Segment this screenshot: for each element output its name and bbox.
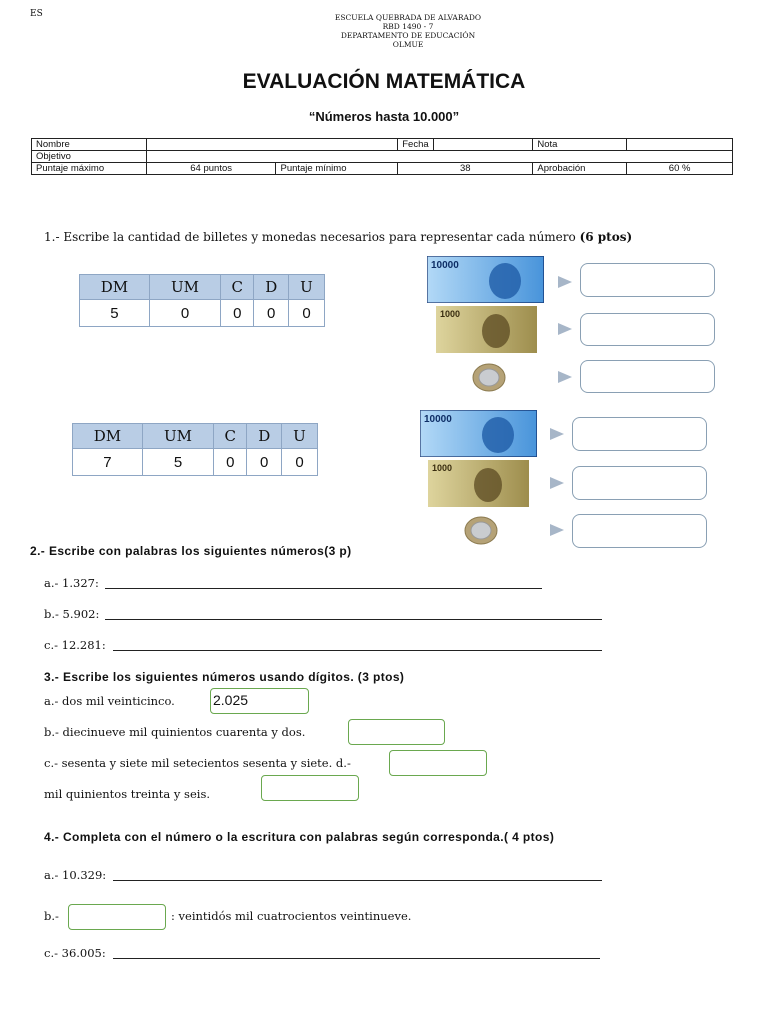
answer-box-1000-a[interactable]: [580, 313, 715, 346]
arrow-icon: [558, 323, 572, 335]
q3-answer-d[interactable]: [261, 775, 359, 801]
bill-1000-label: 1000: [440, 309, 461, 319]
q2-item-a: a.- 1.327:: [44, 576, 99, 590]
answer-box-10000-b[interactable]: [572, 417, 707, 451]
answer-box-10000-a[interactable]: [580, 263, 715, 297]
q3-item-c: c.- sesenta y siete mil setecientos sesenta y siete. d.-: [44, 756, 351, 770]
label-fecha: Fecha: [398, 139, 433, 151]
pv2-digit-d: 0: [247, 449, 282, 476]
pv2-header-um: UM: [142, 424, 213, 449]
q4-item-b: : veintidós mil cuatrocientos veintinueve.: [171, 909, 412, 923]
pv2-digit-dm: 7: [73, 449, 143, 476]
pv2-header-u: U: [281, 424, 317, 449]
value-puntaje-maximo: 64 puntos: [146, 163, 276, 175]
pv1-header-c: C: [221, 275, 254, 300]
place-value-table-2: [72, 423, 318, 476]
pv2-digit-c: 0: [214, 449, 247, 476]
q2-answer-line-a[interactable]: [105, 576, 542, 589]
value-aprobacion: 60 %: [627, 163, 733, 175]
pv2-header-c: C: [214, 424, 247, 449]
answer-box-coin-b[interactable]: [572, 514, 707, 548]
label-objetivo: Objetivo: [32, 151, 147, 163]
pv1-header-u: U: [288, 275, 324, 300]
arrow-icon: [550, 524, 564, 536]
page-title: EVALUACIÓN MATEMÁTICA: [242, 70, 526, 93]
q3-heading: 3.- Escribe los siguientes números usando dígitos. (3 ptos): [44, 670, 405, 684]
pv1-digit-c: 0: [221, 300, 254, 327]
school-name: ESCUELA QUEBRADA DE ALVARADO: [334, 13, 482, 22]
q3-item-b: b.- diecinueve mil quinientos cuarenta y dos.: [44, 725, 306, 739]
q4-item-c: c.- 36.005:: [44, 946, 106, 960]
q3-answer-c[interactable]: [389, 750, 487, 776]
pv1-header-um: UM: [149, 275, 220, 300]
field-fecha[interactable]: [433, 139, 533, 151]
q4-heading: 4.- Completa con el número o la escritura con palabras según corresponda.( 4 ptos): [44, 830, 555, 844]
q4-item-b-prefix: b.-: [44, 909, 59, 923]
school-header: [240, 13, 576, 49]
bill-10000-label: 10000: [424, 414, 452, 425]
label-puntaje-maximo: Puntaje máximo: [32, 163, 147, 175]
q3-answer-b[interactable]: [348, 719, 445, 745]
arrow-icon: [558, 276, 572, 288]
label-aprobacion: Aprobación: [533, 163, 627, 175]
q2-answer-line-c[interactable]: [113, 638, 602, 651]
q2-heading: 2.- Escribe con palabras los siguientes números(3 p): [30, 544, 352, 558]
pv1-digit-dm: 5: [80, 300, 150, 327]
arrow-icon: [550, 428, 564, 440]
field-objetivo[interactable]: [146, 151, 732, 163]
q1-instruction: [44, 230, 632, 244]
bill-1000-icon: [436, 306, 537, 353]
field-nota[interactable]: [627, 139, 733, 151]
label-nombre: Nombre: [32, 139, 147, 151]
bill-10000-label: 10000: [431, 260, 459, 271]
coin-icon: [472, 363, 506, 392]
q3-item-d: mil quinientos treinta y seis.: [44, 787, 210, 801]
q3-answer-a[interactable]: 2.025: [210, 688, 309, 714]
pv1-digit-u: 0: [288, 300, 324, 327]
pv2-digit-um: 5: [142, 449, 213, 476]
bill-1000-icon: [428, 460, 529, 507]
info-table: [31, 138, 733, 175]
value-puntaje-minimo: 38: [398, 163, 533, 175]
q1-points: (6 ptos): [579, 230, 633, 244]
place-value-table-1: [79, 274, 325, 327]
q2-item-b: b.- 5.902:: [44, 607, 100, 621]
pv2-header-dm: DM: [73, 424, 143, 449]
corner-label: ES: [30, 9, 43, 19]
bill-10000-icon: [420, 410, 537, 457]
pv1-header-dm: DM: [80, 275, 150, 300]
school-rbd: RBD 1490 - 7: [382, 22, 434, 31]
label-nota: Nota: [533, 139, 627, 151]
pv1-header-d: D: [254, 275, 289, 300]
arrow-icon: [558, 371, 572, 383]
answer-box-coin-a[interactable]: [580, 360, 715, 393]
q4-item-a: a.- 10.329:: [44, 868, 107, 882]
coin-icon: [464, 516, 498, 545]
q1-text: 1.- Escribe la cantidad de billetes y monedas necesarios para representar cada número: [44, 230, 576, 244]
arrow-icon: [550, 477, 564, 489]
q4-answer-line-a[interactable]: [113, 868, 602, 881]
answer-box-1000-b[interactable]: [572, 466, 707, 500]
q4-answer-b[interactable]: [68, 904, 166, 930]
q4-answer-line-c[interactable]: [113, 946, 600, 959]
label-puntaje-minimo: Puntaje mínimo: [276, 163, 398, 175]
q2-item-c: c.- 12.281:: [44, 638, 106, 652]
school-city: OLMUE: [392, 40, 424, 49]
bill-10000-icon: [427, 256, 544, 303]
q2-answer-line-b[interactable]: [105, 607, 602, 620]
q3-item-a: a.- dos mil veinticinco.: [44, 694, 175, 708]
bill-1000-label: 1000: [432, 463, 453, 473]
pv1-digit-d: 0: [254, 300, 289, 327]
pv2-digit-u: 0: [281, 449, 317, 476]
pv2-header-d: D: [247, 424, 282, 449]
page-subtitle: “Números hasta 10.000”: [308, 109, 460, 124]
school-department: DEPARTAMENTO DE EDUCACIÓN: [340, 31, 476, 40]
pv1-digit-um: 0: [149, 300, 220, 327]
field-nombre[interactable]: [146, 139, 397, 151]
